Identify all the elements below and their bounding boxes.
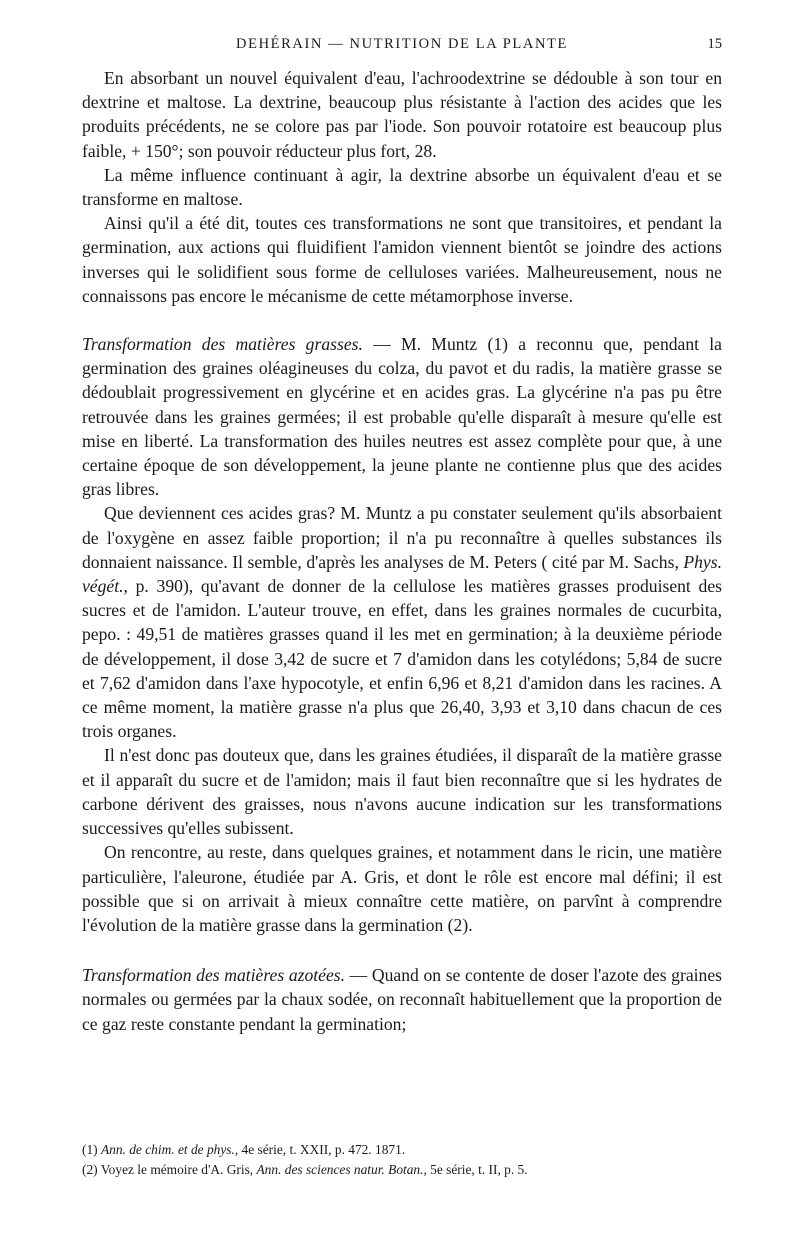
paragraph: La même influence continuant à agir, la dextrine absorbe un équivalent d'eau et se transforme en maltose. bbox=[82, 164, 722, 210]
citation-title: Phys. végét. bbox=[82, 551, 722, 597]
footnote-mark: (2) bbox=[82, 1162, 101, 1177]
footnote bbox=[82, 1140, 722, 1160]
running-head: DEHÉRAIN — NUTRITION DE LA PLANTE bbox=[236, 36, 568, 52]
footnote-text: Voyez le mémoire d'A. Gris, bbox=[100, 1162, 257, 1177]
page-header bbox=[82, 36, 722, 58]
paragraph-text: , p. 390), qu'avant de donner de la cellulose les matières grasses produisent des sucres et de l'amidon. L'auteur trouve, en effet, dans les graines normales de cucurbita, pepo. : 49,51 de matières grasses quand il les met en germination; à la deuxième période de développement, il dose 3,42 de sucre et 7 d'amidon dans les cotylédons; 5,84 de sucre et 7,62 d'amidon dans l'axe hypocotyle, et enfin 6,96 et 8,21 d'amidon dans les racines. A ce même moment, la matière grasse n'a plus que 26,40, 3,93 et 3,10 dans chacun de ces trois organes. bbox=[82, 576, 722, 742]
paragraph: En absorbant un nouvel équivalent d'eau, l'achroodextrine se dédouble à son tour en dextrine et maltose. La dextrine, beaucoup plus résistante à l'action des acides que les produits précédents, ne se colore pas par l'iode. Son pouvoir rotatoire est beaucoup plus faible, + 150°; son pouvoir réducteur plus fort, 28. bbox=[82, 68, 722, 161]
footnote-mark: (1) bbox=[82, 1142, 101, 1157]
paragraph: On rencontre, au reste, dans quelques graines, et notamment dans le ricin, une matière particulière, l'aleurone, étudiée par A. Gris, et dont le rôle est encore mal défini; il est possible que si on arrivait à mieux connaître cette matière, on parvînt à comprendre l'évolution de la matière grasse dans la germination (2). bbox=[82, 842, 722, 935]
paragraph: Ainsi qu'il a été dit, toutes ces transformations ne sont que transitoires, et pendant la germination, aux actions qui fluidifient l'amidon viennent bientôt se joindre des actions inverses qui le solidifient sous forme de celluloses variées. Malheureusement, nous ne connaissons pas encore le mécanisme de cette métamorphose inverse. bbox=[82, 213, 722, 306]
footnote-citation: Ann. des sciences natur. Botan. bbox=[256, 1162, 424, 1177]
body-text bbox=[82, 66, 722, 1036]
section-heading-fats: Transformation des matières grasses. bbox=[82, 334, 363, 355]
paragraph-text: Que deviennent ces acides gras? M. Muntz a pu constater seulement qu'ils absorbaient de l'oxygène en assez faible proportion; il n'a pu reconnaître à quelles substances ils donnaient naissance. Il semble, d'après les analyses de M. Peters ( cité par M. Sachs, bbox=[82, 503, 722, 572]
paragraph-text: — M. Muntz (1) a reconnu que, pendant la germination des graines oléagineuses du colza, du pavot et du radis, la matière grasse se dédoublait progressivement en glycérine et en acides gras. La glycérine n'a pas pu être retrouvée dans les graines germées; il est probable qu'elle disparaît à mesure qu'elle est mise en liberté. La transformation des huiles neutres est assez complète pour que, à une certaine époque de son développement, la jeune plante ne contienne plus que des acides gras libres. bbox=[82, 334, 722, 500]
footnote-citation: Ann. de chim. et de phys. bbox=[100, 1142, 235, 1157]
paragraph: Il n'est donc pas douteux que, dans les graines étudiées, il disparaît de la matière grasse et il apparaît du sucre et de l'amidon; mais il faut bien reconnaître que si les hydrates de carbone dérivent des graisses, nous n'avons aucune indication sur les transformations successives qu'elles subissent. bbox=[82, 745, 722, 839]
section-heading-nitrogen: Transformation des matières azotées. bbox=[82, 965, 346, 986]
section-paragraph-nitrogen bbox=[82, 963, 722, 1036]
section-paragraph-fats bbox=[82, 332, 722, 501]
paragraph-text: — Quand on se contente de doser l'azote des graines normales ou germées par la chaux sodée, on reconnaît habituellement que la proportion de ce gaz reste constante pendant la germination; bbox=[82, 965, 722, 1034]
footnote-text: , 4e série, t. XXII, p. 472. 1871. bbox=[234, 1142, 406, 1157]
paragraph bbox=[82, 501, 722, 743]
page-number: 15 bbox=[707, 36, 722, 52]
footnote-text: , 5e série, t. II, p. 5. bbox=[423, 1162, 528, 1177]
footnote bbox=[82, 1160, 722, 1180]
footnotes bbox=[82, 1140, 722, 1180]
